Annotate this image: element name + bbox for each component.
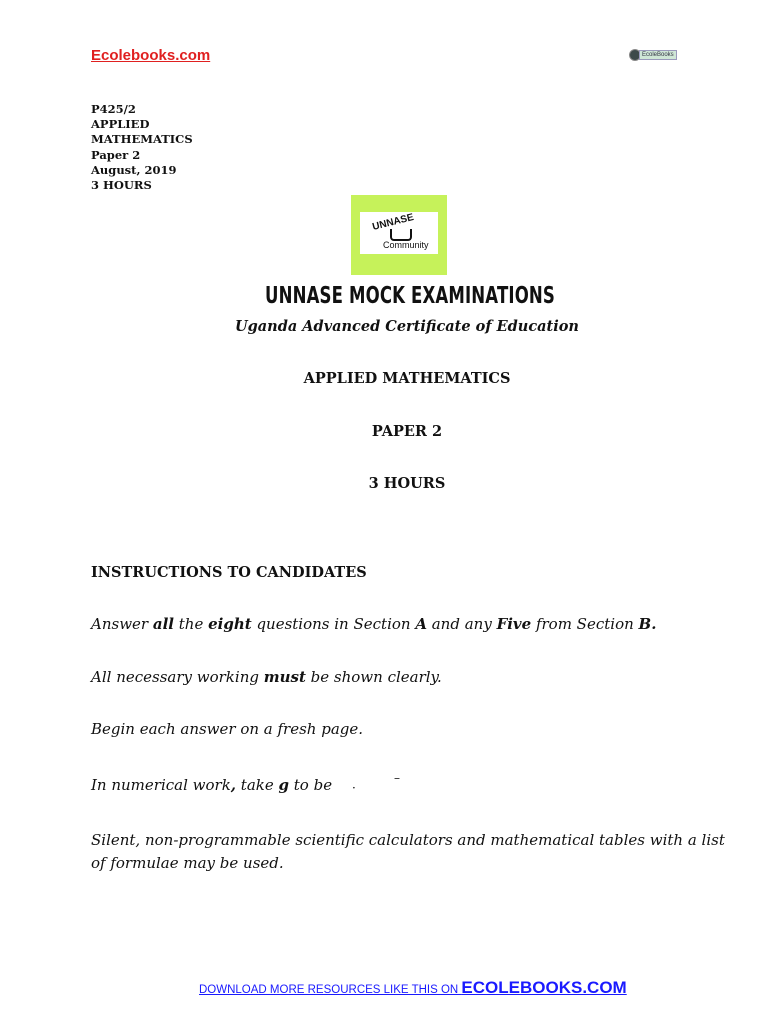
subject-line-1: APPLIED bbox=[91, 117, 150, 132]
paper-code: P425/2 bbox=[91, 102, 136, 116]
exam-paper: PAPER 2 bbox=[371, 423, 443, 440]
instruction-fresh-page: Begin each answer on a fresh page. bbox=[91, 720, 364, 738]
unnase-logo bbox=[351, 195, 447, 275]
subject-line-2: MATHEMATICS bbox=[91, 132, 193, 147]
instruction-show-working: All necessary working must be shown clearly. bbox=[91, 668, 442, 686]
instruction-answer-all: Answer all the eight questions in Section A and any Five from Section B. bbox=[91, 615, 657, 633]
ecolebooks-badge bbox=[629, 47, 677, 62]
exam-title: UNNASE MOCK EXAMINATIONS bbox=[264, 283, 556, 309]
equation-dot: · bbox=[352, 781, 356, 795]
paper-meta bbox=[91, 102, 193, 193]
logo-bottom-text: Community bbox=[383, 240, 429, 250]
ecolebooks-link[interactable]: Ecolebooks.com bbox=[91, 47, 211, 64]
exam-date: August, 2019 bbox=[91, 162, 177, 177]
logo-top-text: UNNASE bbox=[371, 212, 415, 233]
instructions-heading: INSTRUCTIONS TO CANDIDATES bbox=[91, 564, 367, 581]
exam-subject: APPLIED MATHEMATICS bbox=[303, 370, 511, 387]
instruction-calculators: Silent, non-programmable scientific calculators and mathematical tables with a list of formulae may be used. bbox=[91, 831, 725, 872]
exam-duration-heading: 3 HOURS bbox=[368, 475, 446, 492]
instruction-gravity: In numerical work, take g to be bbox=[91, 776, 333, 794]
logo-inner bbox=[360, 212, 438, 254]
exam-duration: 3 HOURS bbox=[91, 178, 152, 193]
exam-subtitle: Uganda Advanced Certificate of Education bbox=[235, 318, 579, 335]
equation-bar: – bbox=[394, 771, 400, 785]
download-resources-link[interactable]: DOWNLOAD MORE RESOURCES LIKE THIS ON ECOLEBOOKS.COM bbox=[199, 978, 627, 997]
paper-number: Paper 2 bbox=[91, 147, 141, 162]
badge-label: EcoleBooks bbox=[639, 50, 677, 60]
